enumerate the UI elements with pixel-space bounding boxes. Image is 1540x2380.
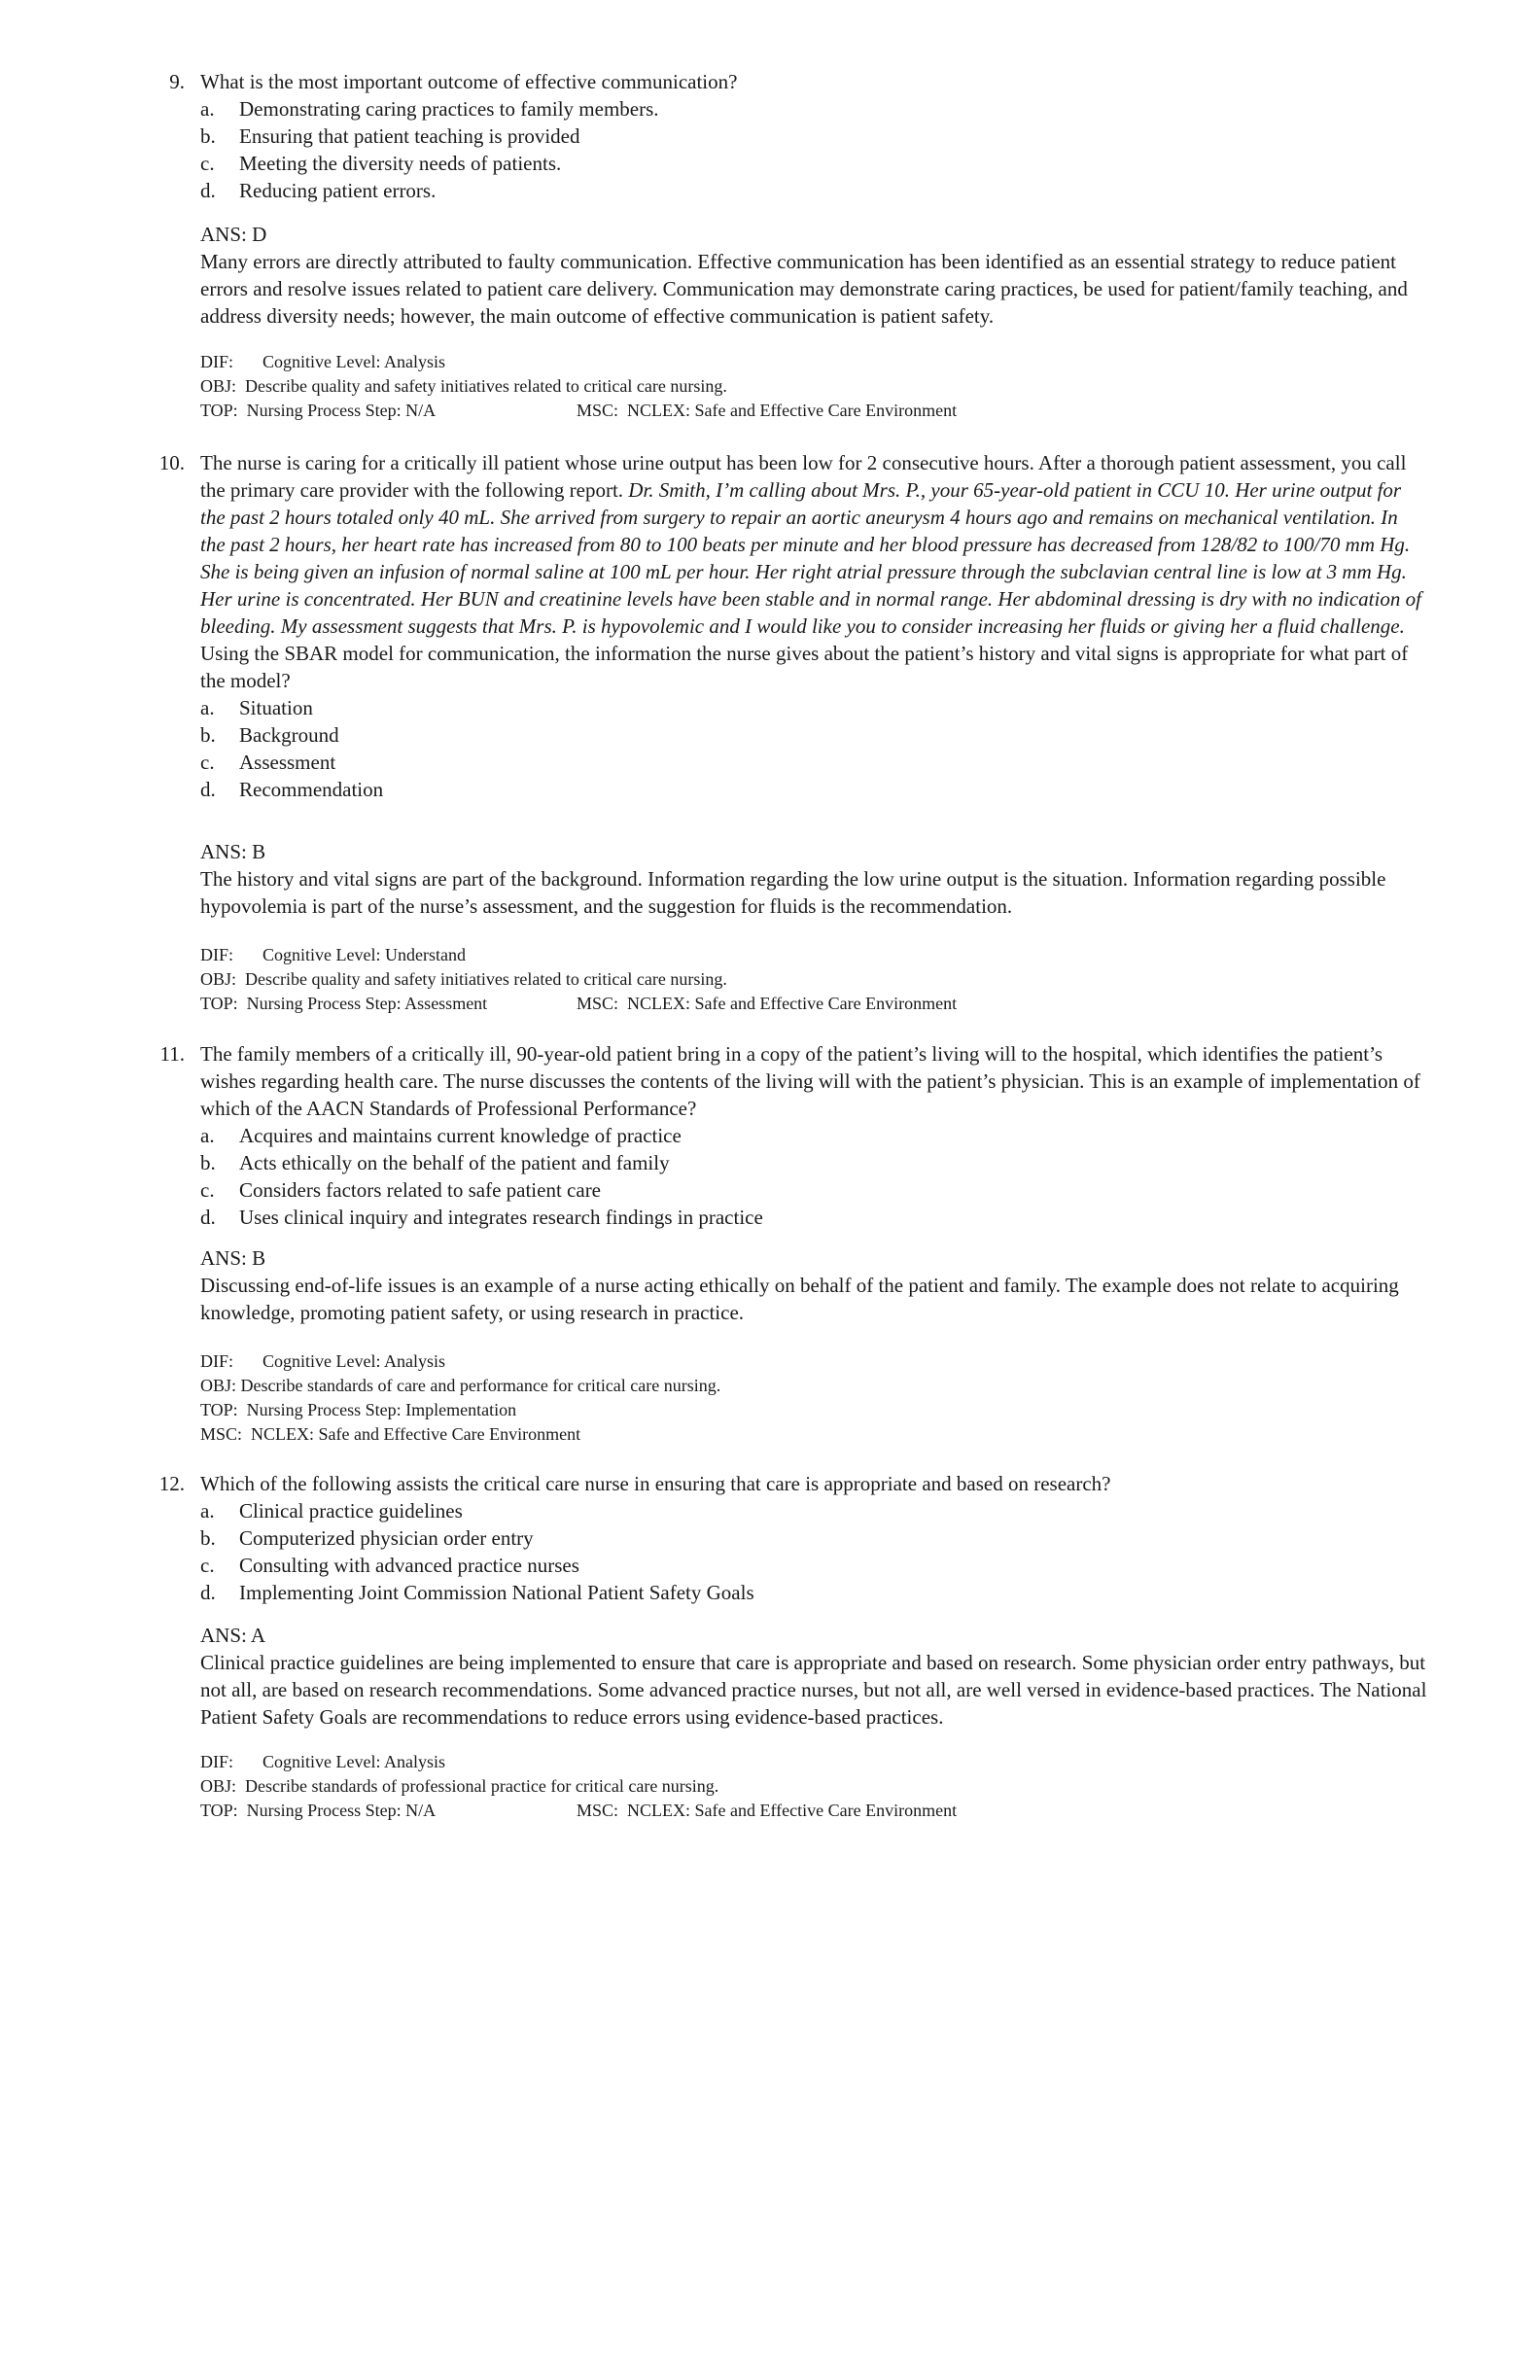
top-line: TOP: Nursing Process Step: Implementation: [200, 1400, 517, 1419]
option-c: c. Assessment: [200, 751, 336, 774]
rationale: Discussing end-of-life issues is an example of a nurse acting ethically on behalf of the patient and family. The example does not relate to acquiring knowledge, promoting patient safety, or using research in practice.: [200, 1274, 1399, 1324]
answer-block-12: [200, 1622, 1427, 1731]
dif-line: DIF: Cognitive Level: Analysis: [200, 1752, 445, 1771]
option-c: c. Consulting with advanced practice nurses: [200, 1554, 579, 1577]
rationale: Many errors are directly attributed to faulty communication. Effective communication has been identified as an essential strategy to reduce patient errors and resolve issues related to patient care delivery. Communication may demonstrate caring practices, be used for patient/family teaching, and address diversity needs; however, the main outcome of effective communication is patient safety.: [200, 250, 1408, 328]
option-a: a. Acquires and maintains current knowledge of practice: [200, 1124, 682, 1147]
option-d: d. Recommendation: [200, 778, 384, 801]
rationale: The history and vital signs are part of the background. Information regarding the low urine output is the situation. Information regarding possible hypovolemia is part of the nurse’s assessment, and the suggestion for fluids is the recommendation.: [200, 867, 1386, 918]
question-number: 12.: [158, 1472, 185, 1495]
metadata-9: [200, 350, 1427, 423]
option-b: b. Background: [200, 723, 339, 747]
question-text: What is the most important outcome of effective communication?: [200, 70, 738, 93]
answer-key: ANS: A: [200, 1624, 266, 1647]
answer-key: ANS: B: [200, 1246, 266, 1270]
metadata-11: [200, 1349, 1427, 1447]
option-c: c. Considers factors related to safe patient care: [200, 1178, 602, 1202]
dif-line: DIF: Cognitive Level: Analysis: [200, 352, 445, 371]
question-stem: [200, 1470, 1427, 1606]
option-b: b. Acts ethically on the behalf of the patient and family: [200, 1151, 670, 1174]
top-msc-line: TOP: Nursing Process Step: N/A MSC: NCLEX: Safe and Effective Care Environment: [200, 401, 958, 420]
question-text: Which of the following assists the critical care nurse in ensuring that care is appropriate and based on research?: [200, 1472, 1111, 1495]
answer-block-11: [200, 1244, 1427, 1326]
question-number: 9.: [169, 70, 185, 93]
question-number: 11.: [159, 1042, 185, 1066]
answer-block-9: [200, 221, 1427, 330]
top-msc-line: TOP: Nursing Process Step: Assessment MSC: NCLEX: Safe and Effective Care Environment: [200, 994, 958, 1013]
answer-key: ANS: D: [200, 223, 267, 246]
question-stem: [200, 1040, 1427, 1231]
question-text: The family members of a critically ill, 90-year-old patient bring in a copy of the patient’s living will to the hospital, which identifies the patient’s wishes regarding health care. The nurse discusses the contents of the living will with the patient’s physician. This is an example of implementation of which of the AACN Standards of Professional Performance?: [200, 1042, 1420, 1120]
metadata-10: [200, 943, 1427, 1016]
obj-line: OBJ: Describe standards of care and performance for critical care nursing.: [200, 1376, 721, 1395]
option-a: a. Demonstrating caring practices to family members.: [200, 97, 659, 121]
metadata-12: [200, 1750, 1427, 1823]
answer-block-10: [200, 838, 1427, 920]
dif-line: DIF: Cognitive Level: Understand: [200, 945, 466, 964]
option-d: d. Implementing Joint Commission National Patient Safety Goals: [200, 1581, 754, 1604]
option-d: d. Uses clinical inquiry and integrates research findings in practice: [200, 1206, 763, 1229]
option-d: d. Reducing patient errors.: [200, 179, 437, 202]
obj-line: OBJ: Describe quality and safety initiatives related to critical care nursing.: [200, 969, 727, 989]
option-a: a. Clinical practice guidelines: [200, 1499, 463, 1522]
dif-line: DIF: Cognitive Level: Analysis: [200, 1351, 445, 1371]
option-a: a. Situation: [200, 696, 313, 719]
answer-key: ANS: B: [200, 840, 266, 863]
top-msc-line: TOP: Nursing Process Step: N/A MSC: NCLEX: Safe and Effective Care Environment: [200, 1801, 958, 1820]
option-c: c. Meeting the diversity needs of patients.: [200, 152, 562, 175]
option-b: b. Computerized physician order entry: [200, 1526, 534, 1550]
obj-line: OBJ: Describe quality and safety initiatives related to critical care nursing.: [200, 376, 727, 396]
option-b: b. Ensuring that patient teaching is provided: [200, 124, 580, 148]
question-number: 10.: [158, 451, 185, 474]
obj-line: OBJ: Describe standards of professional practice for critical care nursing.: [200, 1776, 719, 1796]
question-text: The nurse is caring for a critically ill patient whose urine output has been low for 2 consecutive hours. After a thorough patient assessment, you call the primary care provider with the following report. Dr. Smith, I’m calling about Mrs. P., your 65-year-old patient in CCU 10. Her urine output for the past 2 hours totaled only 40 mL. She arrived from surgery to repair an aortic aneurysm 4 hours ago and remains on mechanical ventilation. In the past 2 hours, her heart rate has increased from 80 to 100 beats per minute and her blood pressure has decreased from 128/82 to 100/70 mm Hg. She is being given an infusion of normal saline at 100 mL per hour. Her right atrial pressure through the subclavian central line is low at 3 mm Hg. Her urine is concentrated. Her BUN and creatinine levels have been stable and in normal range. Her abdominal dressing is dry with no indication of bleeding. My assessment suggests that Mrs. P. is hypovolemic and I would like you to consider increasing her fluids or giving her a fluid challenge. Using the SBAR model for communication, the information the nurse gives about the patient’s history and vital signs is appropriate for what part of the model?: [200, 451, 1421, 692]
msc-line: MSC: NCLEX: Safe and Effective Care Environment: [200, 1424, 581, 1444]
rationale: Clinical practice guidelines are being implemented to ensure that care is appropriate and based on research. Some physician order entry pathways, but not all, are based on research recommendations. Some advanced practice nurses, but not all, are well versed in evidence-based practices. The National Patient Safety Goals are recommendations to reduce errors using evidence-based practices.: [200, 1651, 1427, 1729]
question-stem: [200, 68, 1427, 204]
question-stem: [200, 449, 1427, 803]
